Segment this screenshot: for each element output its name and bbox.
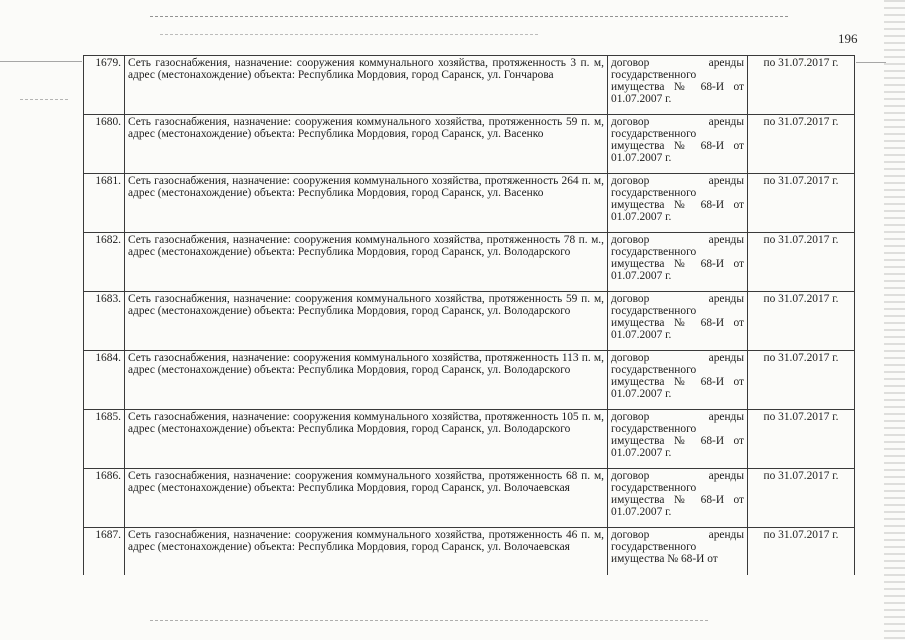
- object-description: Сеть газоснабжения, назначение: сооружения коммунального хозяйства, протяженность 59 п. м, адрес (местонахождение) объекта: Республика Мордовия, город Саранск, ул. Володарского: [125, 292, 608, 351]
- row-number: 1679.: [84, 56, 125, 115]
- property-registry-table: [83, 55, 855, 575]
- scan-noise-right: [856, 62, 886, 63]
- table-row: [84, 410, 855, 469]
- row-number: 1687.: [84, 528, 125, 576]
- lease-basis: договор аренды государственного имущества № 68-И от 01.07.2007 г.: [608, 292, 748, 351]
- table-row: [84, 528, 855, 576]
- object-description: Сеть газоснабжения, назначение: сооружения коммунального хозяйства, протяженность 46 п. м, адрес (местонахождение) объекта: Республика Мордовия, город Саранск, ул. Волочаевская: [125, 528, 608, 576]
- scan-noise-left: [0, 61, 82, 62]
- row-number: 1680.: [84, 115, 125, 174]
- object-description: Сеть газоснабжения, назначение: сооружения коммунального хозяйства, протяженность 264 п. м, адрес (местонахождение) объекта: Республика Мордовия, город Саранск, ул. Васенко: [125, 174, 608, 233]
- object-description: Сеть газоснабжения, назначение: сооружения коммунального хозяйства, протяженность 68 п. м, адрес (местонахождение) объекта: Республика Мордовия, город Саранск, ул. Волочаевская: [125, 469, 608, 528]
- page-number: 196: [838, 31, 858, 46]
- lease-basis: договор аренды государственного имущества № 68-И от 01.07.2007 г.: [608, 174, 748, 233]
- row-number: 1685.: [84, 410, 125, 469]
- lease-term: по 31.07.2017 г.: [748, 174, 855, 233]
- lease-term: по 31.07.2017 г.: [748, 410, 855, 469]
- table-row: [84, 115, 855, 174]
- lease-term: по 31.07.2017 г.: [748, 56, 855, 115]
- row-number: 1686.: [84, 469, 125, 528]
- lease-term: по 31.07.2017 г.: [748, 469, 855, 528]
- table-row: [84, 292, 855, 351]
- scan-noise-left-2: [20, 99, 70, 100]
- object-description: Сеть газоснабжения, назначение: сооружения коммунального хозяйства, протяженность 3 п. м, адрес (местонахождение) объекта: Республика Мордовия, город Саранск, ул. Гончарова: [125, 56, 608, 115]
- table-row: [84, 469, 855, 528]
- row-number: 1684.: [84, 351, 125, 410]
- lease-basis: договор аренды государственного имущества № 68-И от 01.07.2007 г.: [608, 56, 748, 115]
- object-description: Сеть газоснабжения, назначение: сооружения коммунального хозяйства, протяженность 105 п. м, адрес (местонахождение) объекта: Республика Мордовия, город Саранск, ул. Володарского: [125, 410, 608, 469]
- lease-term: по 31.07.2017 г.: [748, 528, 855, 576]
- object-description: Сеть газоснабжения, назначение: сооружения коммунального хозяйства, протяженность 59 п. м, адрес (местонахождение) объекта: Республика Мордовия, город Саранск, ул. Васенко: [125, 115, 608, 174]
- object-description: Сеть газоснабжения, назначение: сооружения коммунального хозяйства, протяженность 113 п. м, адрес (местонахождение) объекта: Республика Мордовия, город Саранск, ул. Володарского: [125, 351, 608, 410]
- lease-term: по 31.07.2017 г.: [748, 233, 855, 292]
- scan-noise-top: [150, 16, 790, 17]
- lease-term: по 31.07.2017 г.: [748, 292, 855, 351]
- table-row: [84, 174, 855, 233]
- row-number: 1681.: [84, 174, 125, 233]
- table-row: [84, 233, 855, 292]
- lease-basis: договор аренды государственного имущества № 68-И от 01.07.2007 г.: [608, 233, 748, 292]
- row-number: 1682.: [84, 233, 125, 292]
- lease-basis: договор аренды государственного имущества № 68-И от: [608, 528, 748, 576]
- table-row: [84, 56, 855, 115]
- lease-basis: договор аренды государственного имущества № 68-И от 01.07.2007 г.: [608, 410, 748, 469]
- lease-term: по 31.07.2017 г.: [748, 115, 855, 174]
- object-description: Сеть газоснабжения, назначение: сооружения коммунального хозяйства, протяженность 78 п. м., адрес (местонахождение) объекта: Республика Мордовия, город Саранск, ул. Володарского: [125, 233, 608, 292]
- lease-basis: договор аренды государственного имущества № 68-И от 01.07.2007 г.: [608, 469, 748, 528]
- lease-term: по 31.07.2017 г.: [748, 351, 855, 410]
- table-row: [84, 351, 855, 410]
- lease-basis: договор аренды государственного имущества № 68-И от 01.07.2007 г.: [608, 351, 748, 410]
- scan-right-edge: [884, 0, 905, 640]
- scan-noise-top-2: [160, 34, 540, 35]
- row-number: 1683.: [84, 292, 125, 351]
- scan-noise-bottom: [150, 620, 710, 621]
- lease-basis: договор аренды государственного имущества № 68-И от 01.07.2007 г.: [608, 115, 748, 174]
